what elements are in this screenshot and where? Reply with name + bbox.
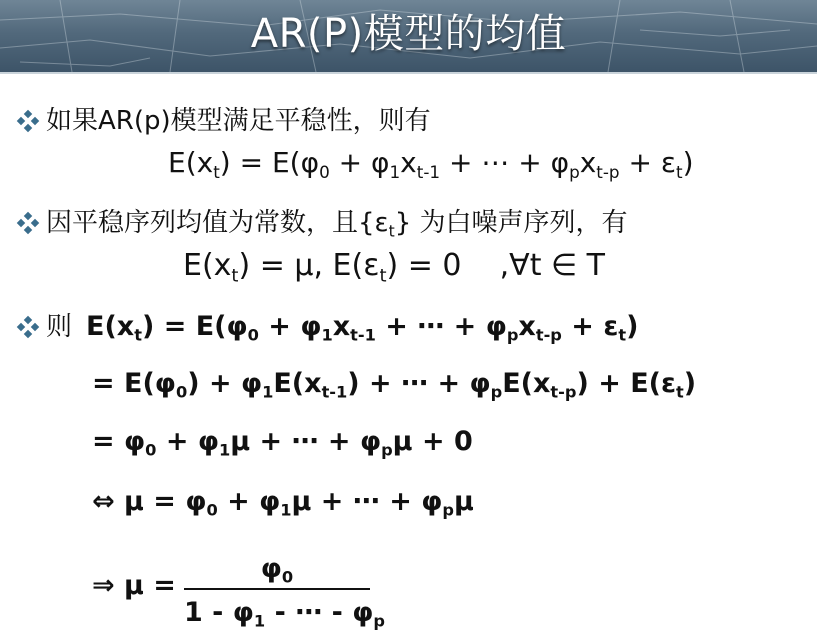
bullet-2-sub: t — [388, 222, 395, 241]
derivation-line-5: ⇒ μ = — [92, 570, 176, 601]
equation-2: $E(x_t) = \mu$, $E(\varepsilon_t) = 0$ ,∀t ∈ T — [183, 248, 605, 287]
title-banner — [0, 0, 817, 72]
bullet-2 — [16, 206, 628, 240]
mean-fraction — [184, 552, 385, 631]
derivation-line-1: $E(x_t) = E(\varphi_0 + \varphi_1x_{t-1}$ + ⋯ + $\varphi_px_{t-p} + \varepsilon_t$) — [86, 311, 639, 345]
diamond-bullet-icon — [16, 314, 40, 338]
fraction-numerator: $\varphi_0$ — [260, 553, 294, 587]
divider — [0, 72, 817, 74]
slide-title: AR(P)模型的均值 — [250, 11, 567, 57]
bullet-3-text: 则 — [46, 312, 73, 342]
derivation-line-4: ⇔ $\mu = \varphi_0 + \varphi_1\mu$ + ⋯ + $\varphi_p\mu$ — [92, 486, 474, 520]
equation-1: $E(x_t) = E(\varphi_0 + \varphi_1x_{t-1}$ + ⋯ + $\varphi_px_{t-p} + \varepsilon_t$) — [168, 146, 694, 182]
diamond-bullet-icon — [16, 108, 40, 132]
bullet-1 — [16, 104, 431, 138]
bullet-1-text: 如果AR(p)模型满足平稳性，则有 — [46, 106, 431, 136]
fraction-denominator: $1 - \varphi_1$ - ⋯ - $\varphi_p$ — [184, 597, 385, 631]
derivation-line-2: = $E(\varphi_0) + \varphi_1E(x_{t-1})$ + ⋯ + $\varphi_pE(x_{t-p}) + E(\varepsilon_t)$ — [92, 368, 697, 402]
fraction-bar — [184, 588, 370, 590]
diamond-bullet-icon — [16, 210, 40, 234]
bullet-3 — [16, 310, 72, 344]
bullet-2-text-post: } 为白噪声序列，有 — [394, 208, 628, 238]
bullet-2-text-pre: 因平稳序列均值为常数，且{ε — [46, 208, 389, 238]
derivation-line-3: = $\varphi_0 + \varphi_1\mu$ + ⋯ + $\varphi_p\mu + 0$ — [92, 426, 473, 460]
